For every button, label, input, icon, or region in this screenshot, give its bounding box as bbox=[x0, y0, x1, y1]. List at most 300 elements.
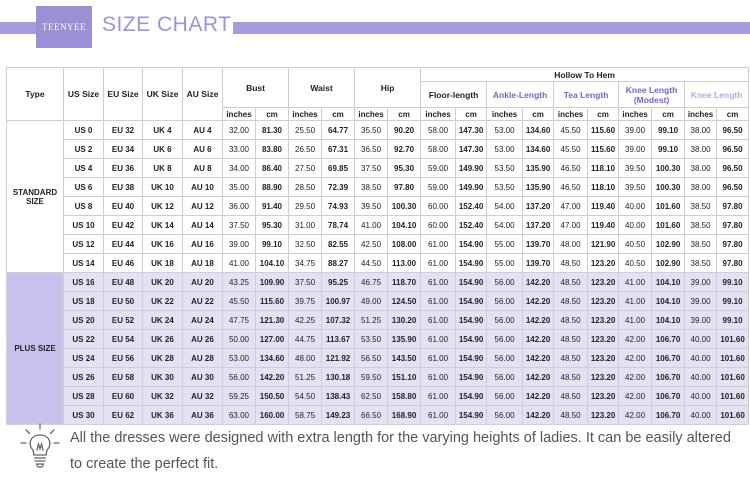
table-cell: 56.00 bbox=[487, 273, 523, 292]
table-cell: UK 32 bbox=[143, 387, 183, 406]
col-hollow-to-hem: Hollow To Hem bbox=[421, 68, 749, 82]
table-cell: 59.25 bbox=[223, 387, 256, 406]
table-cell: EU 40 bbox=[104, 197, 143, 216]
table-cell: US 28 bbox=[64, 387, 104, 406]
table-cell: 134.60 bbox=[523, 121, 554, 140]
table-cell: 142.20 bbox=[523, 273, 554, 292]
table-cell: 41.00 bbox=[619, 311, 652, 330]
unit-cm: cm bbox=[456, 108, 487, 121]
table-cell: 40.50 bbox=[619, 235, 652, 254]
table-cell: 147.30 bbox=[456, 121, 487, 140]
table-cell: 154.90 bbox=[456, 235, 487, 254]
table-cell: 109.90 bbox=[256, 273, 289, 292]
table-cell: 108.00 bbox=[388, 235, 421, 254]
table-cell: 106.70 bbox=[652, 349, 685, 368]
table-cell: 100.30 bbox=[388, 197, 421, 216]
table-cell: 142.20 bbox=[523, 349, 554, 368]
table-cell: 38.50 bbox=[685, 216, 717, 235]
table-cell: 53.00 bbox=[487, 121, 523, 140]
table-cell: 58.00 bbox=[421, 140, 456, 159]
table-cell: 55.00 bbox=[487, 254, 523, 273]
col-knee-length: Knee Length bbox=[685, 82, 749, 108]
table-cell: 96.50 bbox=[717, 140, 749, 159]
table-cell: 60.00 bbox=[421, 197, 456, 216]
table-cell: EU 54 bbox=[104, 330, 143, 349]
table-cell: US 12 bbox=[64, 235, 104, 254]
table-cell: 104.10 bbox=[652, 311, 685, 330]
table-cell: 61.00 bbox=[421, 349, 456, 368]
table-cell: 119.40 bbox=[588, 197, 619, 216]
table-cell: 38.00 bbox=[685, 140, 717, 159]
table-cell: 82.55 bbox=[322, 235, 355, 254]
table-cell: AU 32 bbox=[183, 387, 223, 406]
table-cell: 48.50 bbox=[554, 273, 588, 292]
table-cell: 44.50 bbox=[355, 254, 388, 273]
table-cell: 47.00 bbox=[554, 216, 588, 235]
table-row bbox=[7, 292, 749, 311]
table-cell: AU 8 bbox=[183, 159, 223, 178]
table-cell: 40.50 bbox=[619, 254, 652, 273]
table-cell: 123.20 bbox=[588, 292, 619, 311]
col-waist: Waist bbox=[289, 68, 355, 108]
table-cell: 48.50 bbox=[554, 368, 588, 387]
table-cell: AU 10 bbox=[183, 178, 223, 197]
table-cell: 97.80 bbox=[717, 254, 749, 273]
table-cell: 66.50 bbox=[355, 406, 388, 425]
table-cell: UK 22 bbox=[143, 292, 183, 311]
table-cell: 123.20 bbox=[588, 254, 619, 273]
table-cell: 39.00 bbox=[619, 140, 652, 159]
table-cell: UK 28 bbox=[143, 349, 183, 368]
unit-cm: cm bbox=[717, 108, 749, 121]
unit-cm: cm bbox=[388, 108, 421, 121]
table-cell: AU 22 bbox=[183, 292, 223, 311]
table-cell: 99.10 bbox=[652, 121, 685, 140]
table-cell: 37.50 bbox=[223, 216, 256, 235]
table-cell: 95.30 bbox=[388, 159, 421, 178]
table-cell: 47.00 bbox=[554, 197, 588, 216]
col-hip: Hip bbox=[355, 68, 421, 108]
table-cell: 48.00 bbox=[289, 349, 322, 368]
table-cell: 137.20 bbox=[523, 197, 554, 216]
table-cell: 67.31 bbox=[322, 140, 355, 159]
table-cell: 135.90 bbox=[523, 178, 554, 197]
table-cell: 101.60 bbox=[717, 406, 749, 425]
table-cell: UK 36 bbox=[143, 406, 183, 425]
table-cell: 99.10 bbox=[652, 140, 685, 159]
table-cell: 31.00 bbox=[289, 216, 322, 235]
table-cell: 59.00 bbox=[421, 159, 456, 178]
table-cell: 51.25 bbox=[355, 311, 388, 330]
table-cell: 49.00 bbox=[355, 292, 388, 311]
table-cell: 50.00 bbox=[223, 330, 256, 349]
table-cell: 36.00 bbox=[223, 197, 256, 216]
table-cell: 78.74 bbox=[322, 216, 355, 235]
table-cell: US 0 bbox=[64, 121, 104, 140]
table-cell: 54.50 bbox=[289, 387, 322, 406]
table-cell: 56.00 bbox=[487, 368, 523, 387]
table-cell: 63.00 bbox=[223, 406, 256, 425]
table-cell: 54.00 bbox=[487, 197, 523, 216]
table-cell: 113.67 bbox=[322, 330, 355, 349]
table-cell: 55.00 bbox=[487, 235, 523, 254]
col-eu-size: EU Size bbox=[104, 68, 143, 121]
table-cell: 53.00 bbox=[487, 140, 523, 159]
table-cell: 43.25 bbox=[223, 273, 256, 292]
table-cell: 154.90 bbox=[456, 311, 487, 330]
table-cell: 123.20 bbox=[588, 273, 619, 292]
table-cell: 59.50 bbox=[355, 368, 388, 387]
table-cell: 61.00 bbox=[421, 254, 456, 273]
table-cell: 91.40 bbox=[256, 197, 289, 216]
table-cell: EU 42 bbox=[104, 216, 143, 235]
table-cell: 113.00 bbox=[388, 254, 421, 273]
table-cell: 88.27 bbox=[322, 254, 355, 273]
table-cell: 154.90 bbox=[456, 330, 487, 349]
table-cell: UK 24 bbox=[143, 311, 183, 330]
table-cell: 107.32 bbox=[322, 311, 355, 330]
table-cell: 48.50 bbox=[554, 349, 588, 368]
table-cell: 42.00 bbox=[619, 387, 652, 406]
table-cell: 101.60 bbox=[652, 197, 685, 216]
table-cell: UK 6 bbox=[143, 140, 183, 159]
table-cell: EU 46 bbox=[104, 254, 143, 273]
table-cell: UK 10 bbox=[143, 178, 183, 197]
group-label-plus: PLUS SIZE bbox=[7, 273, 64, 425]
table-cell: 143.50 bbox=[388, 349, 421, 368]
table-cell: UK 26 bbox=[143, 330, 183, 349]
table-cell: 74.93 bbox=[322, 197, 355, 216]
table-cell: 115.60 bbox=[588, 121, 619, 140]
table-cell: EU 32 bbox=[104, 121, 143, 140]
table-cell: 135.90 bbox=[523, 159, 554, 178]
table-cell: 96.50 bbox=[717, 121, 749, 140]
table-cell: EU 60 bbox=[104, 387, 143, 406]
table-cell: 149.90 bbox=[456, 159, 487, 178]
unit-inches: inches bbox=[619, 108, 652, 121]
table-cell: 123.20 bbox=[588, 406, 619, 425]
table-cell: 45.50 bbox=[554, 140, 588, 159]
table-cell: 61.00 bbox=[421, 311, 456, 330]
table-cell: 95.30 bbox=[256, 216, 289, 235]
knee-modest-line-2: (Modest) bbox=[633, 94, 670, 105]
table-row bbox=[7, 216, 749, 235]
col-knee-length-modest bbox=[619, 82, 685, 108]
table-cell: 61.00 bbox=[421, 406, 456, 425]
table-cell: 40.00 bbox=[619, 216, 652, 235]
table-cell: 106.70 bbox=[652, 368, 685, 387]
table-cell: 149.90 bbox=[456, 178, 487, 197]
table-cell: 135.90 bbox=[388, 330, 421, 349]
table-cell: AU 24 bbox=[183, 311, 223, 330]
col-floor-length: Floor-length bbox=[421, 82, 487, 108]
table-cell: 123.20 bbox=[588, 330, 619, 349]
table-cell: 102.90 bbox=[652, 235, 685, 254]
table-cell: 26.50 bbox=[289, 140, 322, 159]
table-cell: 134.60 bbox=[523, 140, 554, 159]
col-au-size: AU Size bbox=[183, 68, 223, 121]
table-cell: 38.50 bbox=[685, 235, 717, 254]
table-cell: 39.50 bbox=[619, 178, 652, 197]
table-cell: 160.00 bbox=[256, 406, 289, 425]
table-cell: 69.85 bbox=[322, 159, 355, 178]
table-cell: 29.50 bbox=[289, 197, 322, 216]
table-cell: EU 50 bbox=[104, 292, 143, 311]
col-bust: Bust bbox=[223, 68, 289, 108]
table-cell: 142.20 bbox=[523, 406, 554, 425]
table-cell: 32.00 bbox=[223, 121, 256, 140]
table-cell: 121.90 bbox=[588, 235, 619, 254]
table-cell: 101.60 bbox=[652, 216, 685, 235]
table-cell: EU 58 bbox=[104, 368, 143, 387]
table-cell: 42.00 bbox=[619, 349, 652, 368]
table-cell: 134.60 bbox=[256, 349, 289, 368]
table-cell: AU 26 bbox=[183, 330, 223, 349]
table-cell: EU 48 bbox=[104, 273, 143, 292]
table-cell: AU 20 bbox=[183, 273, 223, 292]
table-cell: EU 34 bbox=[104, 140, 143, 159]
table-cell: 62.50 bbox=[355, 387, 388, 406]
group-label-standard bbox=[7, 121, 64, 273]
table-cell: 139.70 bbox=[523, 235, 554, 254]
page-title: SIZE CHART bbox=[102, 13, 232, 36]
table-cell: 61.00 bbox=[421, 387, 456, 406]
table-row bbox=[7, 368, 749, 387]
table-cell: 130.20 bbox=[388, 311, 421, 330]
unit-cm: cm bbox=[322, 108, 355, 121]
table-row bbox=[7, 178, 749, 197]
table-cell: 61.00 bbox=[421, 292, 456, 311]
table-cell: 48.50 bbox=[554, 254, 588, 273]
table-cell: 39.50 bbox=[355, 197, 388, 216]
table-cell: 41.00 bbox=[355, 216, 388, 235]
table-cell: UK 14 bbox=[143, 216, 183, 235]
table-cell: 121.30 bbox=[256, 311, 289, 330]
table-cell: 147.30 bbox=[456, 140, 487, 159]
table-cell: US 24 bbox=[64, 349, 104, 368]
table-cell: 137.20 bbox=[523, 216, 554, 235]
table-cell: AU 16 bbox=[183, 235, 223, 254]
table-cell: 38.50 bbox=[355, 178, 388, 197]
table-cell: UK 18 bbox=[143, 254, 183, 273]
table-cell: 36.50 bbox=[355, 140, 388, 159]
table-cell: 152.40 bbox=[456, 216, 487, 235]
table-cell: 61.00 bbox=[421, 273, 456, 292]
table-cell: 86.40 bbox=[256, 159, 289, 178]
table-cell: 99.10 bbox=[256, 235, 289, 254]
table-cell: 37.50 bbox=[289, 273, 322, 292]
table-cell: 102.90 bbox=[652, 254, 685, 273]
table-cell: 39.00 bbox=[619, 121, 652, 140]
table-cell: 40.00 bbox=[685, 330, 717, 349]
table-cell: US 16 bbox=[64, 273, 104, 292]
table-cell: 37.50 bbox=[355, 159, 388, 178]
table-cell: 53.50 bbox=[487, 159, 523, 178]
table-cell: EU 56 bbox=[104, 349, 143, 368]
table-cell: 33.00 bbox=[223, 140, 256, 159]
table-cell: 39.75 bbox=[289, 292, 322, 311]
table-cell: 32.50 bbox=[289, 235, 322, 254]
table-cell: UK 12 bbox=[143, 197, 183, 216]
table-cell: 142.20 bbox=[523, 292, 554, 311]
table-cell: 40.00 bbox=[685, 406, 717, 425]
unit-inches: inches bbox=[554, 108, 588, 121]
table-cell: 56.50 bbox=[355, 349, 388, 368]
table-cell: 115.60 bbox=[588, 140, 619, 159]
table-cell: 104.10 bbox=[256, 254, 289, 273]
table-cell: 99.10 bbox=[717, 311, 749, 330]
table-cell: 158.80 bbox=[388, 387, 421, 406]
table-cell: 48.50 bbox=[554, 387, 588, 406]
col-uk-size: UK Size bbox=[143, 68, 183, 121]
table-cell: 48.50 bbox=[554, 292, 588, 311]
table-cell: US 8 bbox=[64, 197, 104, 216]
table-cell: 118.10 bbox=[588, 178, 619, 197]
table-cell: AU 4 bbox=[183, 121, 223, 140]
table-cell: 42.50 bbox=[355, 235, 388, 254]
table-cell: 123.20 bbox=[588, 311, 619, 330]
table-cell: 48.50 bbox=[554, 330, 588, 349]
table-row bbox=[7, 254, 749, 273]
table-cell: US 14 bbox=[64, 254, 104, 273]
brand-logo: TEENYEE bbox=[36, 6, 92, 48]
table-cell: 56.00 bbox=[223, 368, 256, 387]
table-cell: US 26 bbox=[64, 368, 104, 387]
table-cell: 92.70 bbox=[388, 140, 421, 159]
table-row bbox=[7, 140, 749, 159]
table-cell: EU 44 bbox=[104, 235, 143, 254]
table-cell: US 22 bbox=[64, 330, 104, 349]
table-cell: 42.00 bbox=[619, 368, 652, 387]
unit-cm: cm bbox=[523, 108, 554, 121]
table-cell: 41.00 bbox=[223, 254, 256, 273]
table-cell: 39.00 bbox=[223, 235, 256, 254]
table-cell: 39.50 bbox=[619, 159, 652, 178]
table-cell: 46.50 bbox=[554, 159, 588, 178]
table-cell: 56.00 bbox=[487, 330, 523, 349]
table-cell: 154.90 bbox=[456, 406, 487, 425]
table-cell: 42.25 bbox=[289, 311, 322, 330]
table-cell: US 20 bbox=[64, 311, 104, 330]
table-cell: AU 36 bbox=[183, 406, 223, 425]
table-cell: 46.50 bbox=[554, 178, 588, 197]
unit-inches: inches bbox=[355, 108, 388, 121]
header-bar-left bbox=[0, 22, 36, 34]
table-row bbox=[7, 349, 749, 368]
table-cell: 142.20 bbox=[523, 368, 554, 387]
table-cell: 101.60 bbox=[717, 387, 749, 406]
table-cell: 101.60 bbox=[717, 330, 749, 349]
table-cell: 100.30 bbox=[652, 178, 685, 197]
table-cell: 138.43 bbox=[322, 387, 355, 406]
table-cell: 38.00 bbox=[685, 121, 717, 140]
table-cell: 53.50 bbox=[355, 330, 388, 349]
group-label-line: STANDARD bbox=[12, 187, 58, 197]
table-cell: 45.50 bbox=[223, 292, 256, 311]
table-cell: AU 18 bbox=[183, 254, 223, 273]
table-cell: 54.00 bbox=[487, 216, 523, 235]
table-cell: 53.50 bbox=[487, 178, 523, 197]
table-cell: 127.00 bbox=[256, 330, 289, 349]
table-cell: AU 14 bbox=[183, 216, 223, 235]
table-row bbox=[7, 311, 749, 330]
table-cell: US 4 bbox=[64, 159, 104, 178]
table-cell: 39.00 bbox=[685, 311, 717, 330]
table-cell: 81.30 bbox=[256, 121, 289, 140]
table-row bbox=[7, 387, 749, 406]
table-cell: 38.50 bbox=[685, 197, 717, 216]
table-cell: UK 4 bbox=[143, 121, 183, 140]
table-cell: 115.60 bbox=[256, 292, 289, 311]
table-cell: 154.90 bbox=[456, 387, 487, 406]
table-cell: 99.10 bbox=[717, 292, 749, 311]
table-cell: 154.90 bbox=[456, 349, 487, 368]
table-row bbox=[7, 159, 749, 178]
table-cell: 40.00 bbox=[685, 349, 717, 368]
table-cell: 130.18 bbox=[322, 368, 355, 387]
table-cell: EU 36 bbox=[104, 159, 143, 178]
col-ankle-length: Ankle-Length bbox=[487, 82, 554, 108]
col-us-size: US Size bbox=[64, 68, 104, 121]
note-text: All the dresses were designed with extra length for the varying heights of ladies. It can be easily altered to create the perfect fit. bbox=[70, 430, 731, 472]
page-header bbox=[0, 0, 750, 62]
table-cell: UK 8 bbox=[143, 159, 183, 178]
table-row bbox=[7, 330, 749, 349]
table-cell: 72.39 bbox=[322, 178, 355, 197]
unit-cm: cm bbox=[652, 108, 685, 121]
table-cell: 41.00 bbox=[619, 273, 652, 292]
table-row bbox=[7, 121, 749, 140]
unit-cm: cm bbox=[588, 108, 619, 121]
table-cell: 123.20 bbox=[588, 349, 619, 368]
table-cell: 119.40 bbox=[588, 216, 619, 235]
table-cell: 40.00 bbox=[619, 197, 652, 216]
table-cell: EU 52 bbox=[104, 311, 143, 330]
col-tea-length: Tea Length bbox=[554, 82, 619, 108]
table-cell: US 2 bbox=[64, 140, 104, 159]
table-cell: 150.50 bbox=[256, 387, 289, 406]
table-cell: 38.00 bbox=[685, 159, 717, 178]
table-cell: 142.20 bbox=[523, 387, 554, 406]
table-cell: UK 16 bbox=[143, 235, 183, 254]
table-cell: 48.50 bbox=[554, 406, 588, 425]
table-cell: 118.10 bbox=[588, 159, 619, 178]
col-type: Type bbox=[7, 68, 64, 121]
table-cell: 51.25 bbox=[289, 368, 322, 387]
table-cell: 56.00 bbox=[487, 292, 523, 311]
table-cell: 25.50 bbox=[289, 121, 322, 140]
table-cell: 101.60 bbox=[717, 368, 749, 387]
table-cell: 61.00 bbox=[421, 330, 456, 349]
table-cell: 100.97 bbox=[322, 292, 355, 311]
table-cell: 40.00 bbox=[685, 368, 717, 387]
table-cell: 168.90 bbox=[388, 406, 421, 425]
table-cell: 60.00 bbox=[421, 216, 456, 235]
table-cell: 142.20 bbox=[523, 311, 554, 330]
table-cell: 27.50 bbox=[289, 159, 322, 178]
table-cell: AU 6 bbox=[183, 140, 223, 159]
table-cell: 46.75 bbox=[355, 273, 388, 292]
table-cell: 124.50 bbox=[388, 292, 421, 311]
table-cell: 123.20 bbox=[588, 387, 619, 406]
table-cell: 45.50 bbox=[554, 121, 588, 140]
table-cell: UK 30 bbox=[143, 368, 183, 387]
table-cell: 97.80 bbox=[717, 197, 749, 216]
table-cell: 58.00 bbox=[421, 121, 456, 140]
unit-inches: inches bbox=[685, 108, 717, 121]
table-cell: 83.80 bbox=[256, 140, 289, 159]
lightbulb-icon bbox=[20, 422, 60, 470]
